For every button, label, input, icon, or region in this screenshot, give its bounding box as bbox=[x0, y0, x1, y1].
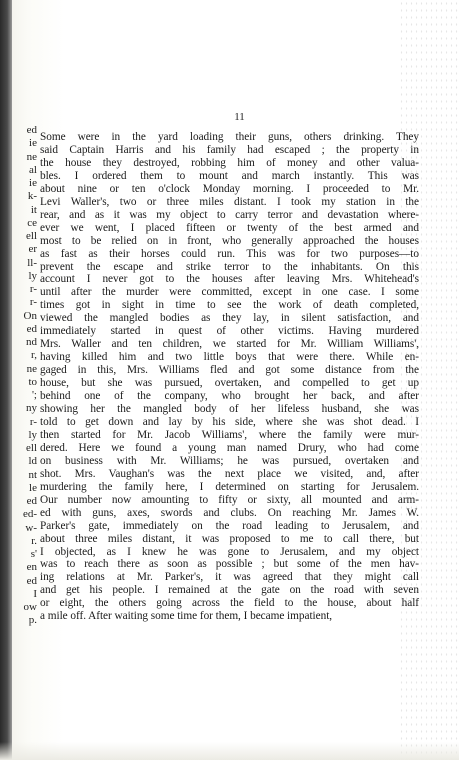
text-line: the house they destroyed, robbing him of money and other valua- bbox=[40, 156, 419, 169]
text-line: Some were in the yard loading their guns, others drinking. They bbox=[40, 131, 419, 143]
text-line: most to be relied on in front, who generally approached the houses bbox=[40, 234, 419, 247]
text-line: I objected, as I knew he was gone to Jerusalem, and my object bbox=[40, 545, 419, 558]
margin-fragment: ed bbox=[26, 574, 37, 587]
text-line: ed with guns, axes, swords and clubs. On reaching Mr. James W. bbox=[40, 506, 419, 519]
margin-fragment: ow bbox=[23, 601, 37, 613]
margin-fragment: ne bbox=[26, 150, 37, 163]
text-line: and get his people. I remained at the gate on the road with seven bbox=[40, 584, 419, 597]
margin-fragment: ly bbox=[28, 269, 37, 282]
margin-fragment: en bbox=[26, 561, 37, 574]
margin-fragment: On bbox=[23, 309, 37, 322]
page-number: 11 bbox=[234, 111, 245, 123]
text-line: was to reach there as soon as possible ; but some of the men hav- bbox=[40, 558, 419, 571]
text-line: told to get down and lay by his side, where she was shot dead. I bbox=[40, 415, 419, 428]
margin-fragment: er bbox=[28, 243, 37, 256]
text-line: ing relations at Mr. Parker's, it was agreed that they might call bbox=[40, 571, 419, 584]
page-bottom-edge bbox=[0, 742, 459, 760]
margin-fragment: r- bbox=[29, 415, 37, 428]
text-line: Mrs. Waller and ten children, we started for Mr. William Williams', bbox=[40, 338, 419, 351]
text-line: shot. Mrs. Vaughan's was the next place we visited, and, after bbox=[40, 467, 419, 480]
text-line: as fast as their horses could run. This was for two purposes—to bbox=[40, 247, 419, 260]
text-line: about three miles distant, it was proposed to me to call there, but bbox=[40, 532, 419, 545]
margin-fragment: ld bbox=[28, 455, 37, 468]
margin-fragment: s' bbox=[30, 548, 37, 560]
text-line: showing her the mangled body of her lifeless husband, she was bbox=[40, 403, 419, 416]
margin-fragment: r, bbox=[31, 349, 37, 362]
text-line: on business with Mr. Williams; he was pursued, overtaken and bbox=[40, 454, 419, 467]
text-line: bles. I ordered them to mount and march instantly. This was bbox=[40, 169, 419, 182]
text-line: about nine or ten o'clock Monday morning. I proceeded to Mr. bbox=[40, 182, 419, 195]
margin-fragment: ed bbox=[26, 495, 37, 507]
text-line: times got in sight in time to see the work of death completed, bbox=[40, 299, 419, 312]
margin-fragment: ny bbox=[26, 402, 37, 415]
text-line: gaged in this, Mrs. Williams fled and got some distance from the bbox=[40, 364, 419, 377]
margin-fragment: ed bbox=[26, 124, 37, 136]
text-line: said Captain Harris and his family had escaped ; the property in bbox=[40, 143, 419, 156]
margin-fragment: ne bbox=[26, 362, 37, 375]
text-line: rear, and as it was my object to carry terror and devastation where- bbox=[40, 208, 419, 221]
margin-fragment: p. bbox=[28, 614, 37, 627]
text-line: account I never got to the houses after leaving Mrs. Whitehead's bbox=[40, 273, 419, 286]
margin-fragment: to bbox=[28, 375, 37, 388]
text-line: behind one of the company, who brought her back, and after bbox=[40, 390, 419, 403]
text-line: viewed the mangled bodies as they lay, in silent satisfaction, and bbox=[40, 312, 419, 325]
text-line: ever we went, I placed fifteen or twenty of the best armed and bbox=[40, 221, 419, 234]
margin-fragment: le bbox=[29, 481, 37, 494]
text-line: dered. Here we found a young man named Drury, who had come bbox=[40, 441, 419, 454]
text-line: Parker's gate, immediately on the road leading to Jerusalem, and bbox=[40, 519, 419, 532]
margin-fragment: ed- bbox=[22, 508, 37, 521]
text-line: immediately started in quest of other victims. Having murdered bbox=[40, 325, 419, 338]
text-line: a mile off. After waiting some time for them, I became impatient, bbox=[40, 610, 333, 623]
margin-fragment: al bbox=[29, 163, 37, 176]
margin-fragment: nt bbox=[28, 468, 37, 481]
body-text bbox=[40, 131, 419, 623]
text-line: prevent the escape and strike terror to the inhabitants. On this bbox=[40, 260, 419, 273]
margin-fragment: I bbox=[33, 587, 37, 600]
margin-fragment: ie bbox=[29, 137, 37, 150]
margin-fragment: w- bbox=[25, 521, 37, 534]
margin-fragment: it bbox=[30, 203, 37, 216]
margin-fragment: ed bbox=[26, 322, 37, 335]
text-line: Levi Waller's, two or three miles distant. I took my station in the bbox=[40, 195, 419, 208]
text-line: having killed him and two little boys that were there. While en- bbox=[40, 351, 419, 364]
margin-fragment: k- bbox=[27, 190, 37, 203]
margin-fragment: '; bbox=[31, 389, 37, 401]
text-line: murdering the family here, I determined on starting for Jerusalem. bbox=[40, 480, 419, 493]
text-line: then started for Mr. Jacob Williams', where the family were mur- bbox=[40, 428, 419, 441]
text-line: or eight, the others going across the field to the house, about half bbox=[40, 597, 419, 610]
margin-fragment: ell bbox=[26, 230, 37, 242]
margin-fragment: r- bbox=[29, 283, 37, 295]
text-line: house, but she was pursued, overtaken, and compelled to get up bbox=[40, 377, 419, 390]
margin-fragment: ell bbox=[26, 442, 37, 454]
margin-fragment: ie bbox=[29, 177, 37, 189]
margin-fragment: r- bbox=[29, 296, 37, 309]
facing-page-fragments bbox=[13, 124, 37, 628]
margin-fragment: r. bbox=[31, 534, 37, 547]
margin-fragment: ll- bbox=[27, 256, 37, 269]
text-line: Our number now amounting to fifty or sixty, all mounted and arm- bbox=[40, 493, 419, 506]
margin-fragment: ly bbox=[28, 428, 37, 441]
margin-fragment: ce bbox=[27, 216, 37, 229]
margin-fragment: nd bbox=[26, 336, 37, 348]
text-line: until after the murder were committed, except in one case. I some bbox=[40, 286, 419, 299]
